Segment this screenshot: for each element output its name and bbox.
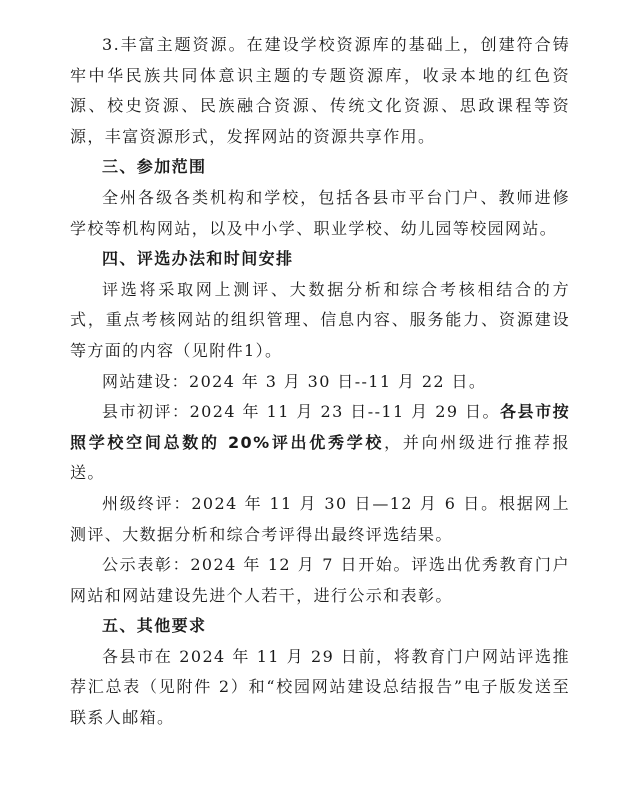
paragraph-evaluation-method: 评选将采取网上测评、大数据分析和综合考核相结合的方式，重点考核网站的组织管理、信息内容、服务能力、资源建设等方面的内容（见附件1）。 [70,279,570,360]
paragraph-theme-resources: 3.丰富主题资源。在建设学校资源库的基础上，创建符合铸牢中华民族共同体意识主题的专题资源库，收录本地的红色资源、校史资源、民族融合资源、传统文化资源、思政课程等资源，丰富资源形式，发挥网站的资源共享作用。 [70,35,570,146]
heading-other-requirements: 五、其他要求 [102,616,207,636]
paragraph-website-construction: 网站建设：2024 年 3 月 30 日--11 月 22 日。 [102,371,487,391]
county-evaluation-date: 县市初评：2024 年 11 月 23 日--11 月 29 日。 [102,402,501,422]
paragraph-county-evaluation [70,397,570,489]
paragraph-other-requirements: 各县市在 2024 年 11 月 29 日前，将教育门户网站评选推荐汇总表（见附件 2）和“校园网站建设总结报告”电子版发送至联系人邮箱。 [70,646,570,728]
paragraph-participation-scope: 全州各级各类机构和学校，包括各县市平台门户、教师进修学校等机构网站，以及中小学、职业学校、幼儿园等校园网站。 [70,187,570,238]
county-evaluation-tail: ，并向州级进行推荐报送。 [70,432,570,483]
document-page [70,30,570,734]
county-evaluation-emphasis: 各县市按照学校空间总数的 20%评出优秀学校 [70,402,570,452]
heading-participation-scope: 三、参加范围 [102,157,207,177]
paragraph-publicity-award: 公示表彰：2024 年 12 月 7 日开始。评选出优秀教育门户网站和网站建设先进个人若干，进行公示和表彰。 [70,555,570,605]
heading-evaluation-method: 四、评选办法和时间安排 [102,249,294,269]
paragraph-state-evaluation: 州级终评：2024 年 11 月 30 日—12 月 6 日。根据网上测评、大数据分析和综合考评得出最终评选结果。 [70,493,570,544]
